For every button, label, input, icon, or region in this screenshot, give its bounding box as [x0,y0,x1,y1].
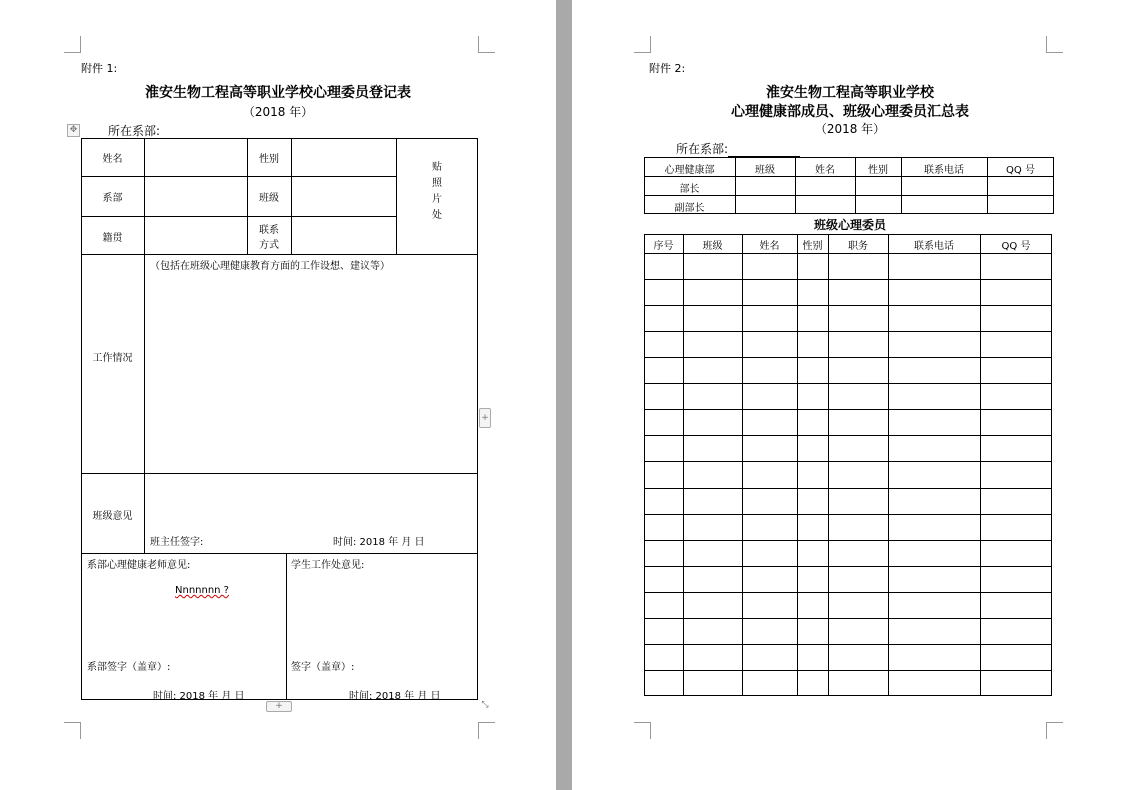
table2-header: 姓名 [759,241,780,252]
table-row-rule [644,670,1052,671]
attachment-label: 附件 1: [81,62,118,75]
class-opinion-time: 时间: 2018 年 月 日 [333,537,425,548]
origin-label: 籍贯 [102,233,123,244]
table-row-rule [644,383,1052,384]
department-label: 所在系部: [676,142,729,156]
table1-header: 班级 [755,165,775,176]
contact-label-2: 方式 [259,240,279,251]
add-row-button[interactable]: + [266,701,292,712]
table2-header: 联系电话 [914,241,954,252]
photo-char: 处 [432,210,442,221]
photo-char: 贴 [432,162,442,173]
summary-title-line-1: 淮安生物工程高等职业学校 [766,85,934,101]
margin-mark [478,36,495,53]
document-page-1 [0,0,556,790]
table1-header: 心理健康部 [664,165,715,176]
margin-mark [64,36,81,53]
table-row-rule [644,592,1052,593]
affairs-opinion-time: 时间: 2018 年 月 日 [349,691,441,702]
department-field[interactable] [676,140,800,157]
work-label: 工作情况 [92,353,133,364]
margin-mark [64,722,81,739]
section-title: 班级心理委员 [813,218,886,232]
table-row-rule [644,461,1052,462]
gender-label: 性别 [259,154,279,165]
sign-seal-label: 签字（盖章）: [291,662,355,673]
class-label: 班级 [259,193,279,204]
table2-header: 职务 [848,241,868,252]
document-page-2 [572,0,1128,790]
margin-mark [1046,36,1063,53]
margin-mark [634,722,651,739]
table2-header: 序号 [653,241,674,252]
table-row-rule [644,409,1052,410]
photo-char: 片 [432,194,442,205]
table1-row-label: 副部长 [674,203,705,214]
table-row-rule [644,514,1052,515]
table-row-rule [644,488,1052,489]
table-row-rule [644,566,1052,567]
teacher-sign-label: 班主任签字: [150,537,204,548]
summary-title-line-2: 心理健康部成员、班级心理委员汇总表 [731,104,969,120]
table-row-rule [644,331,1052,332]
page-gap [556,0,572,790]
table1-row-label: 部长 [679,184,700,195]
table-move-handle[interactable]: ✥ [67,124,80,137]
table-row-rule [644,540,1052,541]
photo-char: 照 [432,178,442,189]
table2-header: 班级 [702,241,723,252]
work-hint: （包括在班级心理健康教育方面的工作设想、建议等） [150,261,390,272]
table-row-rule [644,253,1052,254]
table2-header: 性别 [802,241,823,252]
dept-opinion-time: 时间: 2018 年 月 日 [153,691,245,702]
table1-header: 姓名 [815,165,835,176]
student-affairs-opinion-label: 学生工作处意见: [291,560,365,571]
class-committee-table [644,234,1052,696]
margin-mark [1046,722,1063,739]
table-row-rule [644,435,1052,436]
table-row-rule [644,305,1052,306]
add-column-button[interactable]: + [479,408,491,428]
table1-header: 性别 [868,165,888,176]
table2-header: QQ 号 [1001,241,1031,252]
form-title: 淮安生物工程高等职业学校心理委员登记表 [145,85,411,101]
table-resize-handle[interactable]: ⤡ [481,700,489,710]
photo-area-label [431,160,443,224]
department-blank[interactable] [728,144,800,157]
table-row-rule [644,357,1052,358]
summary-year: （2018 年） [814,122,886,136]
handwritten-note: Nnnnnnn ? [175,585,229,596]
margin-mark [634,36,651,53]
table-row-rule [644,279,1052,280]
table-row-rule [644,644,1052,645]
contact-label-1: 联系 [259,225,279,236]
attachment-label: 附件 2: [649,62,686,75]
table-row-rule [644,618,1052,619]
table1-header: 联系电话 [924,165,964,176]
name-label: 姓名 [102,154,123,165]
form-year: （2018 年） [242,105,314,119]
department-label: 所在系部: [108,124,161,138]
dept-teacher-opinion-label: 系部心理健康老师意见: [87,560,191,571]
table1-header: QQ 号 [1006,165,1035,176]
department-row-label: 系部 [102,193,123,204]
class-opinion-label: 班级意见 [92,511,133,522]
margin-mark [478,722,495,739]
department-field[interactable] [108,122,230,139]
dept-sign-label: 系部签字（盖章）: [87,662,171,673]
